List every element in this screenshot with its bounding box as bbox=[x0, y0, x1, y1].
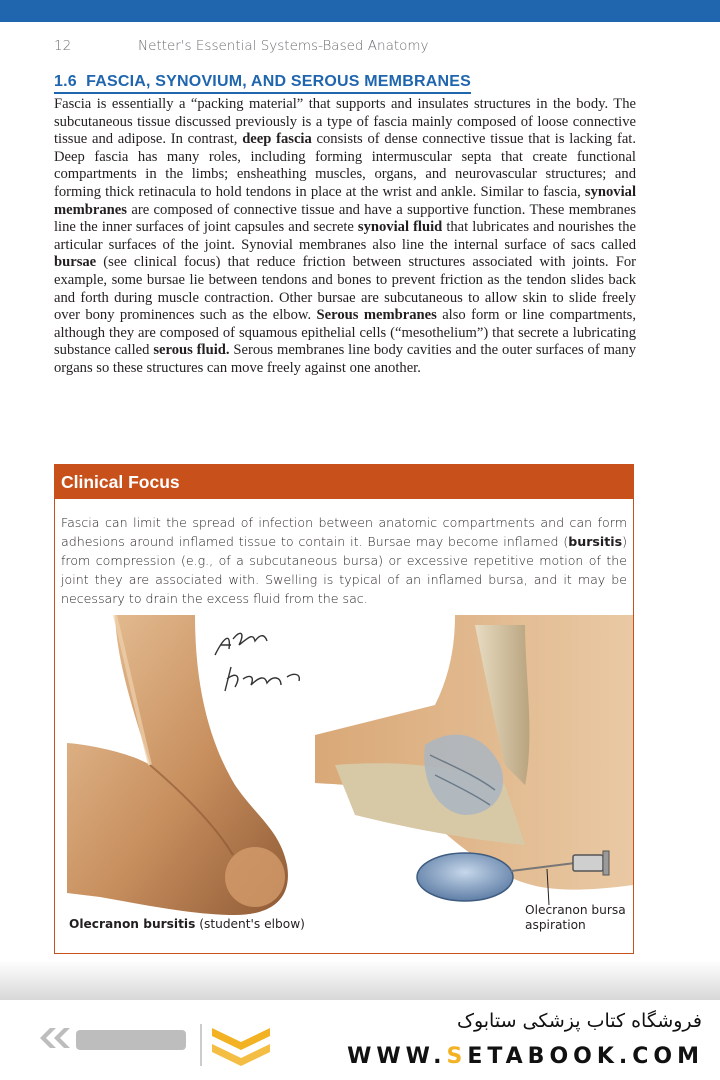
section-title bbox=[54, 73, 471, 91]
text-run: (see clinical focus) that reduce friction between structures associated with joints. For example, some bursae lie between tendons and bones to prevent friction as the tendon slides back and forth during muscle contraction. Other bursae are subcutaneous to allow skin to slide freely over bony prominences such as the elbow. bbox=[54, 254, 636, 324]
page-number: 12 bbox=[54, 38, 72, 54]
term-deep-fascia: deep fascia bbox=[242, 131, 312, 148]
text-run: Fascia is essentially a “packing material” that supports and insulates structures in the body. The subcutaneous tissue discussed previously is a type of fascia mainly composed of loose connective tissue and adipose. In contrast, bbox=[54, 96, 636, 148]
top-color-bar bbox=[0, 0, 720, 22]
clinical-focus-box bbox=[54, 464, 634, 954]
label-line-2: aspiration bbox=[525, 918, 586, 932]
running-head bbox=[54, 38, 429, 58]
store-name: فروشگاه کتاب پزشکی ستابوک bbox=[456, 1010, 702, 1032]
url-prefix: WWW. bbox=[347, 1044, 447, 1069]
text-run: that lubricates and nourishes the articular surfaces of the joint. Synovial membranes also line the internal surface of sacs called bbox=[54, 219, 636, 253]
store-url bbox=[347, 1044, 704, 1069]
term-serous-fluid: serous fluid. bbox=[153, 342, 230, 359]
caption-bold: Olecranon bursitis bbox=[69, 917, 196, 931]
text-run: Serous membranes line body cavities and the outer surfaces of many organs so these structures can move freely against one another. bbox=[54, 342, 637, 376]
artist-signatures bbox=[215, 633, 299, 691]
label-line-1: Olecranon bursa bbox=[525, 903, 626, 917]
url-rest: ETABOOK.COM bbox=[467, 1044, 704, 1069]
clinical-focus-title: Clinical Focus bbox=[55, 465, 633, 499]
caption-rest: (student's elbow) bbox=[195, 917, 305, 931]
dissected-elbow-drawing bbox=[315, 615, 633, 905]
page-bottom-shadow bbox=[0, 960, 720, 1000]
elbow-skin-drawing bbox=[67, 615, 288, 915]
text-run: also form or line compartments, although they are composed of squamous epithelial cells (“mesothelium”) that secrete a lubricating substance called bbox=[54, 307, 636, 359]
term-bursae: bursae bbox=[54, 254, 97, 271]
clinical-focus-text bbox=[61, 513, 627, 608]
text-run: are composed of connective tissue and have a supportive function. These membranes line the inner surfaces of joint capsules and secrete bbox=[54, 201, 636, 236]
section-title-underline bbox=[54, 92, 471, 94]
text-run: consists of dense connective tissue that is lacking fat. Deep fascia has many roles, including forming intermuscular septa that create functional compartments in the limbs; ensheathing muscles, organs, and neurovascular structures; and forming thick retinacula to hold tendons in place at the wrist and ankle. Similar to fascia, bbox=[54, 131, 636, 200]
body-paragraph bbox=[54, 96, 636, 378]
url-accent-letter: S bbox=[446, 1044, 468, 1069]
figure-caption bbox=[69, 917, 305, 931]
section-title-text: 1.6 FASCIA, SYNOVIUM, AND SEROUS MEMBRANES bbox=[54, 73, 471, 90]
term-serous-membranes: Serous membranes bbox=[316, 307, 437, 324]
term-bursitis: bursitis bbox=[568, 534, 623, 549]
figure-label-aspiration bbox=[525, 903, 626, 933]
text-run: ) from compression (e.g., of a subcutaneous bursa) or excessive repetitive motion of the joint they are associated with. Swelling is typical of an inflamed bursa, and it may be necessary to drain the excess fluid from the sac. bbox=[61, 534, 627, 606]
running-title: Netter's Essential Systems-Based Anatomy bbox=[138, 38, 429, 54]
term-synovial-fluid: synovial fluid bbox=[357, 219, 443, 236]
term-synovial-membranes: synovial membranes bbox=[54, 183, 636, 218]
setabook-logo bbox=[36, 1016, 296, 1072]
store-footer bbox=[0, 1000, 720, 1080]
text-run: Fascia can limit the spread of infection between anatomic compartments and can form adhesions around inflamed tissue to contain it. Bursae may become inflamed ( bbox=[61, 515, 627, 549]
